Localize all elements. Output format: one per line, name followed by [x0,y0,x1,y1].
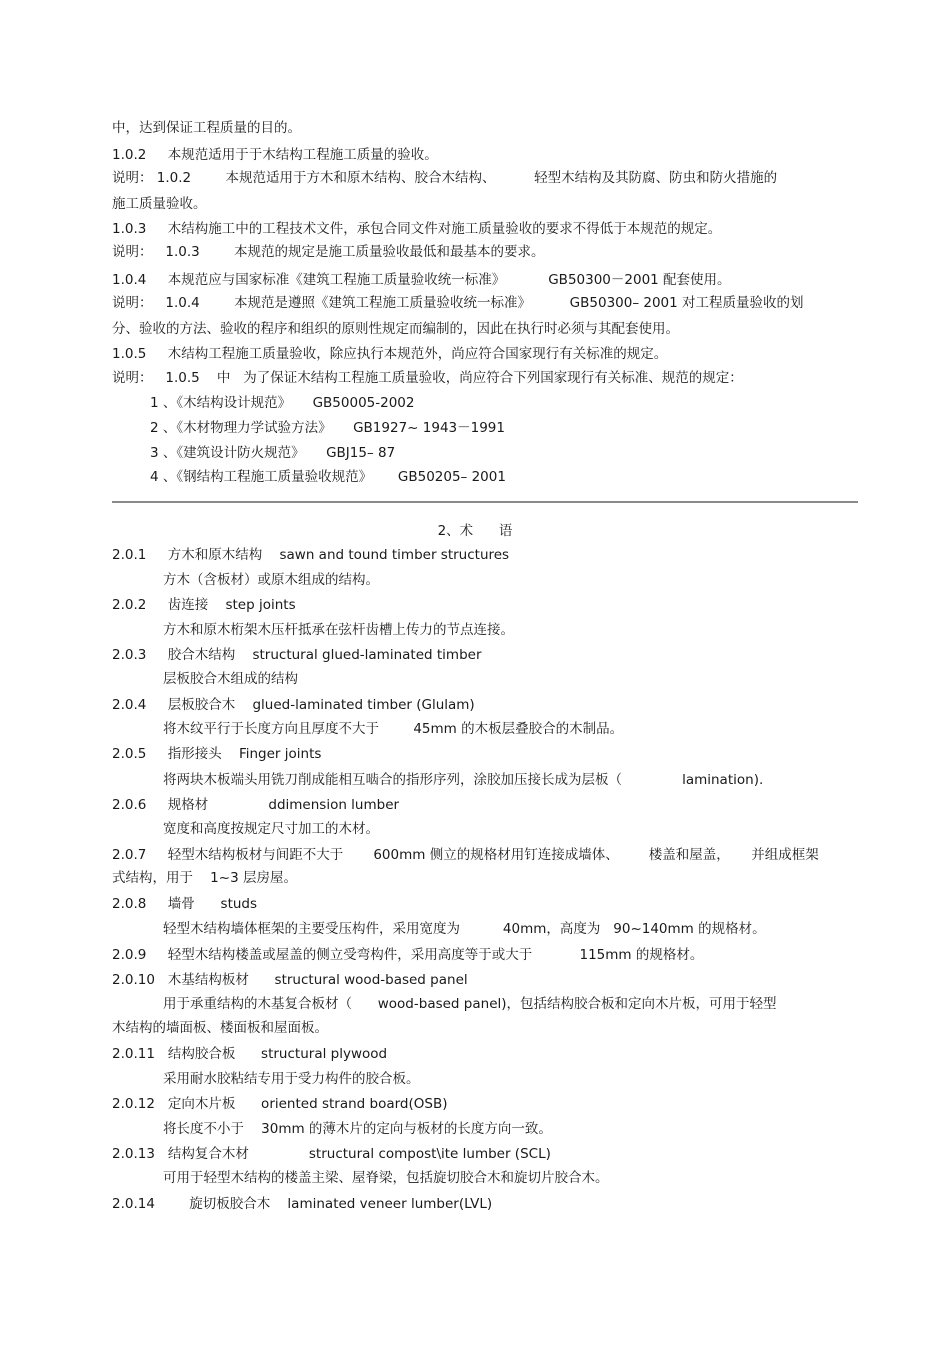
term-definition: 可用于轻型木结构的楼盖主梁、屋脊梁，包括旋切胶合木和旋切片胶合木。 [163,1170,609,1186]
term-definition: 用于承重结构的木基复合板材（ wood-based panel)，包括结构胶合板和定向木片板，可用于轻型 [163,996,777,1012]
term-definition: 将两块木板端头用铣刀削成能相互啮合的指形序列，涂胶加压接长成为层板（ lamination). [163,772,764,788]
term-definition: 木结构的墙面板、楼面板和屋面板。 [112,1020,328,1036]
term-2-0-13: 2.0.13 结构复合木材 structural compost\ite lumber (SCL) [112,1146,551,1162]
term-2-0-2: 2.0.2 齿连接 step joints [112,597,296,613]
term-definition: 式结构，用于 1~3 层房屋。 [112,870,297,886]
term-2-0-1: 2.0.1 方木和原木结构 sawn and tound timber structures [112,547,510,563]
section-heading: 2、术 语 [437,523,513,539]
term-2-0-8: 2.0.8 墙骨 studs [112,896,258,912]
note-1-0-4: 说明： 1.0.4 本规范是遵照《建筑工程施工质量验收统一标准》 GB50300– 2001 对工程质量验收的划 [112,295,804,311]
standard-item: 4 、《钢结构工程施工质量验收规范》 GB50205– 2001 [150,469,506,485]
term-2-0-10: 2.0.10 木基结构板材 structural wood-based panel [112,972,468,988]
note-1-0-3: 说明： 1.0.3 本规范的规定是施工质量验收最低和最基本的要求。 [112,244,545,260]
term-definition: 采用耐水胶粘结专用于受力构件的胶合板。 [163,1071,420,1087]
standard-item: 1 、《木结构设计规范》 GB50005-2002 [150,395,415,411]
clause-1-0-4: 1.0.4 本规范应与国家标准《建筑工程施工质量验收统一标准》 GB50300－2001 配套使用。 [112,272,731,288]
term-definition: 将长度不小于 30mm 的薄木片的定向与板材的长度方向一致。 [163,1121,552,1137]
term-definition: 层板胶合木组成的结构 [163,671,298,687]
term-definition: 方木和原木桁架木压杆抵承在弦杆齿槽上传力的节点连接。 [163,622,514,638]
note-1-0-2: 说明： 1.0.2 本规范适用于方木和原木结构、胶合木结构、 轻型木结构及其防腐、防虫和防火措施的 [112,170,778,186]
clause-1-0-5: 1.0.5 木结构工程施工质量验收，除应执行本规范外，尚应符合国家现行有关标准的规定。 [112,346,668,362]
standard-item: 3 、《建筑设计防火规范》 GBJ15– 87 [150,445,396,461]
term-2-0-4: 2.0.4 层板胶合木 glued-laminated timber (Glulam) [112,697,475,713]
term-definition: 方木（含板材）或原木组成的结构。 [163,572,379,588]
term-2-0-7: 2.0.7 轻型木结构板材与间距不大于 600mm 侧立的规格材用钉连接成墙体、 楼盖和屋盖， 并组成框架 [112,847,819,863]
term-definition: 将木纹平行于长度方向且厚度不大于 45mm 的木板层叠胶合的木制品。 [163,721,624,737]
section-divider [112,501,858,503]
term-2-0-11: 2.0.11 结构胶合板 structural plywood [112,1046,388,1062]
term-2-0-12: 2.0.12 定向木片板 oriented strand board(OSB) [112,1096,448,1112]
term-definition: 宽度和高度按规定尺寸加工的木材。 [163,821,379,837]
term-2-0-6: 2.0.6 规格材 ddimension lumber [112,797,400,813]
term-2-0-14: 2.0.14 旋切板胶合木 laminated veneer lumber(LVL) [112,1196,493,1212]
term-2-0-9: 2.0.9 轻型木结构楼盖或屋盖的侧立受弯构件，采用高度等于或大于 115mm 的规格材。 [112,947,704,963]
text-line: 分、验收的方法、验收的程序和组织的原则性规定而编制的，因此在执行时必须与其配套使用。 [112,321,679,337]
term-definition: 轻型木结构墙体框架的主要受压构件，采用宽度为 40mm，高度为 90~140mm 的规格材。 [163,921,766,937]
standard-item: 2 、《木材物理力学试验方法》 GB1927~ 1943－1991 [150,420,505,436]
clause-1-0-3: 1.0.3 木结构施工中的工程技术文件，承包合同文件对施工质量验收的要求不得低于本规范的规定。 [112,221,722,237]
text-line: 中，达到保证工程质量的目的。 [112,120,301,136]
text-line: 施工质量验收。 [112,196,207,212]
term-2-0-3: 2.0.3 胶合木结构 structural glued-laminated timber [112,647,482,663]
term-2-0-5: 2.0.5 指形接头 Finger joints [112,746,322,762]
clause-1-0-2: 1.0.2 本规范适用于于木结构工程施工质量的验收。 [112,147,438,163]
note-1-0-5: 说明： 1.0.5 中 为了保证木结构工程施工质量验收，尚应符合下列国家现行有关标准、规范的规定： [112,370,743,386]
